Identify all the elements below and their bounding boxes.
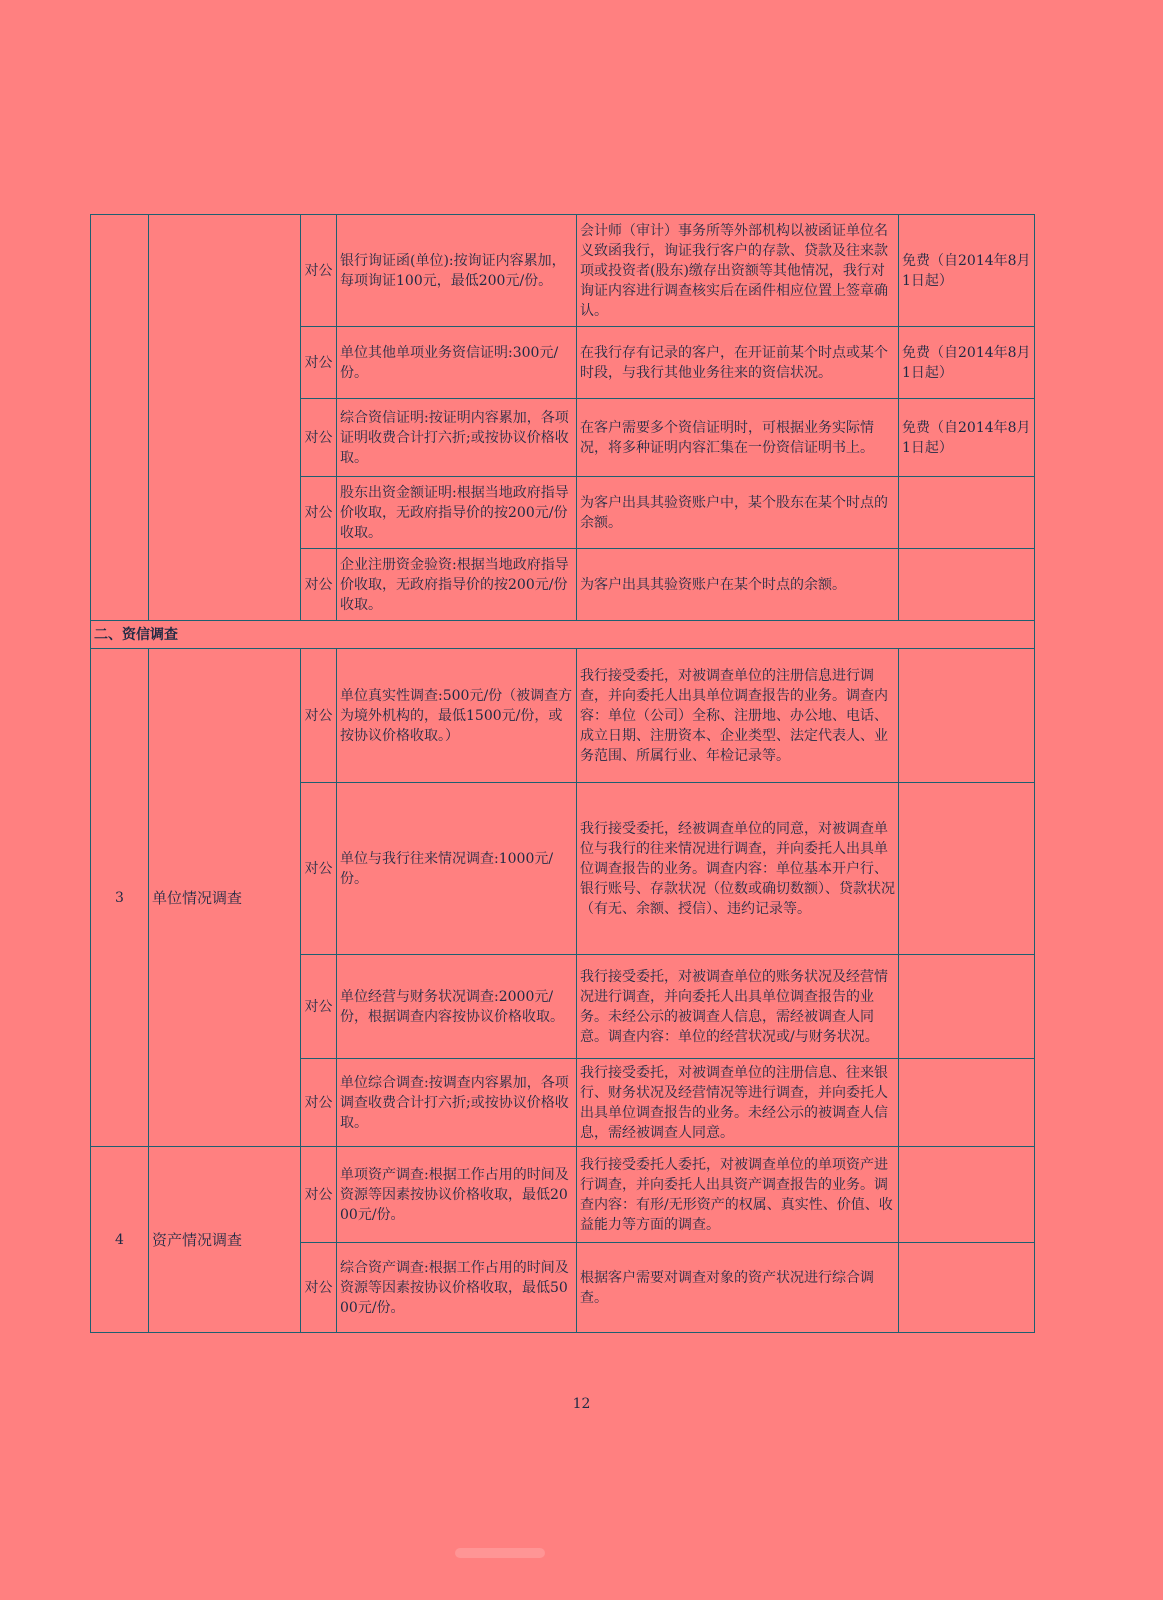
remark-cell <box>899 955 1035 1059</box>
fee-standard-cell: 企业注册资金验资:根据当地政府指导价收取，无政府指导价的按200元/份收取。 <box>337 549 577 621</box>
client-type-cell: 对公 <box>301 1059 337 1147</box>
fee-standard-cell: 单位其他单项业务资信证明:300元/份。 <box>337 327 577 399</box>
client-type-cell: 对公 <box>301 399 337 477</box>
remark-cell <box>899 1243 1035 1333</box>
remark-cell <box>899 649 1035 783</box>
fee-standard-cell: 银行询证函(单位):按询证内容累加，每项询证100元，最低200元/份。 <box>337 215 577 327</box>
client-type-cell: 对公 <box>301 1243 337 1333</box>
service-description-cell: 为客户出具其验资账户中，某个股东在某个时点的余额。 <box>577 477 899 549</box>
section-title: 二、资信调查 <box>91 621 1035 649</box>
item-category-cell: 资产情况调查 <box>149 1147 301 1333</box>
remark-cell <box>899 1147 1035 1243</box>
service-description-cell: 在我行存有记录的客户，在开证前某个时点或某个时段，与我行其他业务往来的资信状况。 <box>577 327 899 399</box>
item-category-cell: 单位情况调查 <box>149 649 301 1147</box>
service-description-cell: 会计师（审计）事务所等外部机构以被函证单位名义致函我行，询证我行客户的存款、贷款及往来款项或投资者(股东)缴存出资额等其他情况，我行对询证内容进行调查核实后在函件相应位置上签章确认。 <box>577 215 899 327</box>
remark-cell <box>899 783 1035 955</box>
client-type-cell: 对公 <box>301 1147 337 1243</box>
client-type-cell: 对公 <box>301 327 337 399</box>
service-description-cell: 我行接受委托，经被调查单位的同意，对被调查单位与我行的往来情况进行调查，并向委托人出具单位调查报告的业务。调查内容：单位基本开户行、银行账号、存款状况（位数或确切数额）、贷款状况（有无、余额、授信）、违约记录等。 <box>577 783 899 955</box>
fee-standard-cell: 单位与我行往来情况调查:1000元/份。 <box>337 783 577 955</box>
remark-cell <box>899 549 1035 621</box>
service-description-cell: 我行接受委托人委托，对被调查单位的单项资产进行调查，并向委托人出具资产调查报告的业务。调查内容：有形/无形资产的权属、真实性、价值、收益能力等方面的调查。 <box>577 1147 899 1243</box>
scan-artifact <box>455 1548 545 1558</box>
client-type-cell: 对公 <box>301 549 337 621</box>
client-type-cell: 对公 <box>301 783 337 955</box>
service-description-cell: 我行接受委托，对被调查单位的注册信息进行调查，并向委托人出具单位调查报告的业务。调查内容：单位（公司）全称、注册地、办公地、电话、成立日期、注册资本、企业类型、法定代表人、业务范围、所属行业、年检记录等。 <box>577 649 899 783</box>
service-description-cell: 我行接受委托，对被调查单位的注册信息、往来银行、财务状况及经营情况等进行调查，并向委托人出具单位调查报告的业务。未经公示的被调查人信息，需经被调查人同意。 <box>577 1059 899 1147</box>
fee-standard-cell: 综合资产调查:根据工作占用的时间及资源等因素按协议价格收取，最低5000元/份。 <box>337 1243 577 1333</box>
table-row <box>91 215 1035 327</box>
remark-cell: 免费（自2014年8月1日起） <box>899 399 1035 477</box>
client-type-cell: 对公 <box>301 955 337 1059</box>
service-description-cell: 根据客户需要对调查对象的资产状况进行综合调查。 <box>577 1243 899 1333</box>
fee-standard-cell: 综合资信证明:按证明内容累加，各项证明收费合计打六折;或按协议价格收取。 <box>337 399 577 477</box>
client-type-cell: 对公 <box>301 215 337 327</box>
item-number-cell <box>91 215 149 621</box>
remark-cell <box>899 477 1035 549</box>
fee-table <box>90 214 1035 1333</box>
service-description-cell: 为客户出具其验资账户在某个时点的余额。 <box>577 549 899 621</box>
client-type-cell: 对公 <box>301 649 337 783</box>
fee-standard-cell: 单位综合调查:按调查内容累加，各项调查收费合计打六折;或按协议价格收取。 <box>337 1059 577 1147</box>
remark-cell <box>899 1059 1035 1147</box>
client-type-cell: 对公 <box>301 477 337 549</box>
item-number-cell: 3 <box>91 649 149 1147</box>
table-row <box>91 649 1035 783</box>
fee-standard-cell: 单项资产调查:根据工作占用的时间及资源等因素按协议价格收取，最低2000元/份。 <box>337 1147 577 1243</box>
remark-cell: 免费（自2014年8月1日起） <box>899 215 1035 327</box>
service-description-cell: 我行接受委托，对被调查单位的账务状况及经营情况进行调查，并向委托人出具单位调查报告的业务。未经公示的被调查人信息，需经被调查人同意。调查内容：单位的经营状况或/与财务状况。 <box>577 955 899 1059</box>
item-number-cell: 4 <box>91 1147 149 1333</box>
section-row <box>91 621 1035 649</box>
fee-standard-cell: 股东出资金额证明:根据当地政府指导价收取，无政府指导价的按200元/份收取。 <box>337 477 577 549</box>
fee-standard-cell: 单位真实性调查:500元/份（被调查方为境外机构的，最低1500元/份，或按协议价格收取。） <box>337 649 577 783</box>
service-description-cell: 在客户需要多个资信证明时，可根据业务实际情况，将多种证明内容汇集在一份资信证明书上。 <box>577 399 899 477</box>
fee-standard-cell: 单位经营与财务状况调查:2000元/份，根据调查内容按协议价格收取。 <box>337 955 577 1059</box>
item-category-cell <box>149 215 301 621</box>
page-number: 12 <box>572 1396 591 1412</box>
remark-cell: 免费（自2014年8月1日起） <box>899 327 1035 399</box>
table-row <box>91 1147 1035 1243</box>
